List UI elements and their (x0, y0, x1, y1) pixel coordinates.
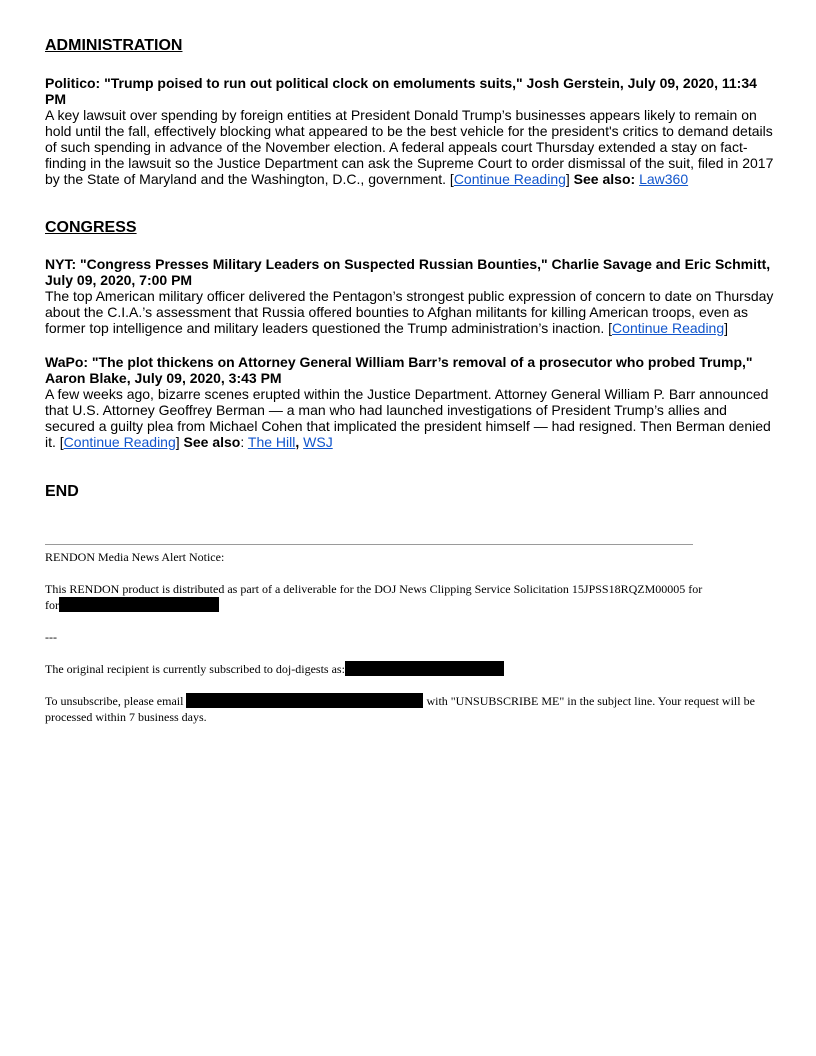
article-title: Politico: "Trump poised to run out political clock on emoluments suits," Josh Gerstein, July 09, 2020, 11:34 PM (45, 75, 757, 107)
notice-block (45, 544, 775, 725)
see-also-label: See also: (569, 171, 636, 187)
bracket-close: ] (565, 171, 570, 187)
bracket-open: [ (59, 434, 64, 450)
article-body (45, 288, 775, 336)
notice-subscribed-text: The original recipient is currently subscribed to doj-digests as: (45, 662, 345, 676)
notice-for-text: for (45, 598, 59, 612)
article-title: NYT: "Congress Presses Military Leaders on Suspected Russian Bounties," Charlie Savage and Eric Schmitt, July 09, 2020, 7:00 PM (45, 256, 771, 288)
see-also-colon: : (240, 434, 248, 450)
bracket-open: [ (608, 320, 613, 336)
article-nyt (45, 256, 775, 336)
notice-distribution-line: This RENDON product is distributed as part of a deliverable for the DOJ News Clipping Service Solicitation 15JPSS18RQZM00005 for (45, 582, 703, 596)
notice-distribution-line-2 (45, 597, 775, 613)
see-also-link-the-hill[interactable]: The Hill (247, 434, 296, 450)
document-page (45, 36, 775, 725)
redaction-box (186, 693, 423, 708)
continue-reading-link[interactable]: Continue Reading (612, 320, 725, 336)
redaction-box (345, 661, 504, 676)
redaction-box (59, 597, 219, 612)
bracket-close: ] (724, 320, 729, 336)
article-title: WaPo: "The plot thickens on Attorney General William Barr’s removal of a prosecutor who probed Trump," Aaron Blake, July 09, 2020, 3:43 PM (45, 354, 753, 386)
continue-reading-link[interactable]: Continue Reading (63, 434, 176, 450)
see-also-link-law360[interactable]: Law360 (639, 171, 689, 187)
notice-unsubscribe-post: with "UNSUBSCRIBE ME" in the subject line. Your request will be processed within 7 business days. (45, 694, 755, 724)
see-also-separator: , (295, 434, 304, 450)
end-label: END (45, 483, 79, 500)
notice-subscribed (45, 661, 775, 677)
bracket-close: ] (175, 434, 180, 450)
bracket-open: [ (449, 171, 454, 187)
article-body-text: A key lawsuit over spending by foreign entities at President Donald Trump’s businesses appears likely to remain on hold until the fall, effectively blocking what appeared to be the best vehicle for the president's critics to demand details of such spending in advance of the November election. A federal appeals court Thursday extended a stay on fact-finding in the lawsuit so the Justice Department can ask the Supreme Court to order dismissal of the suit, filed in 2017 by the State of Maryland and the Washington, D.C., government. (45, 107, 774, 187)
continue-reading-link[interactable]: Continue Reading (453, 171, 566, 187)
article-body (45, 107, 775, 187)
section-heading: CONGRESS (45, 219, 137, 236)
article-body-text: A few weeks ago, bizarre scenes erupted within the Justice Department. Attorney General William P. Barr announced that U.S. Attorney Geoffrey Berman — a man who had launched investigations of President Trump’s allies and secured a guilty plea from Michael Cohen that implicated the president himself — had resigned. Then Berman denied it. (45, 386, 771, 450)
notice-unsubscribe (45, 693, 775, 725)
article-body-text: The top American military officer delivered the Pentagon’s strongest public expression of concern to date on Thursday about the C.I.A.’s assessment that Russia offered bounties to Afghan militants for killing American troops, even as former top intelligence and military leaders questioned the Trump administration’s inaction. (45, 288, 774, 336)
section-heading: ADMINISTRATION (45, 37, 183, 54)
article-body (45, 386, 775, 450)
article-politico (45, 75, 775, 187)
section-congress (45, 218, 775, 450)
notice-title: RENDON Media News Alert Notice: (45, 550, 225, 564)
article-wapo (45, 354, 775, 450)
see-also-label: See also (179, 434, 241, 450)
notice-separator: --- (45, 630, 57, 644)
see-also-link-wsj[interactable]: WSJ (303, 434, 333, 450)
section-administration (45, 36, 775, 187)
notice-unsubscribe-pre: To unsubscribe, please email (45, 694, 184, 708)
